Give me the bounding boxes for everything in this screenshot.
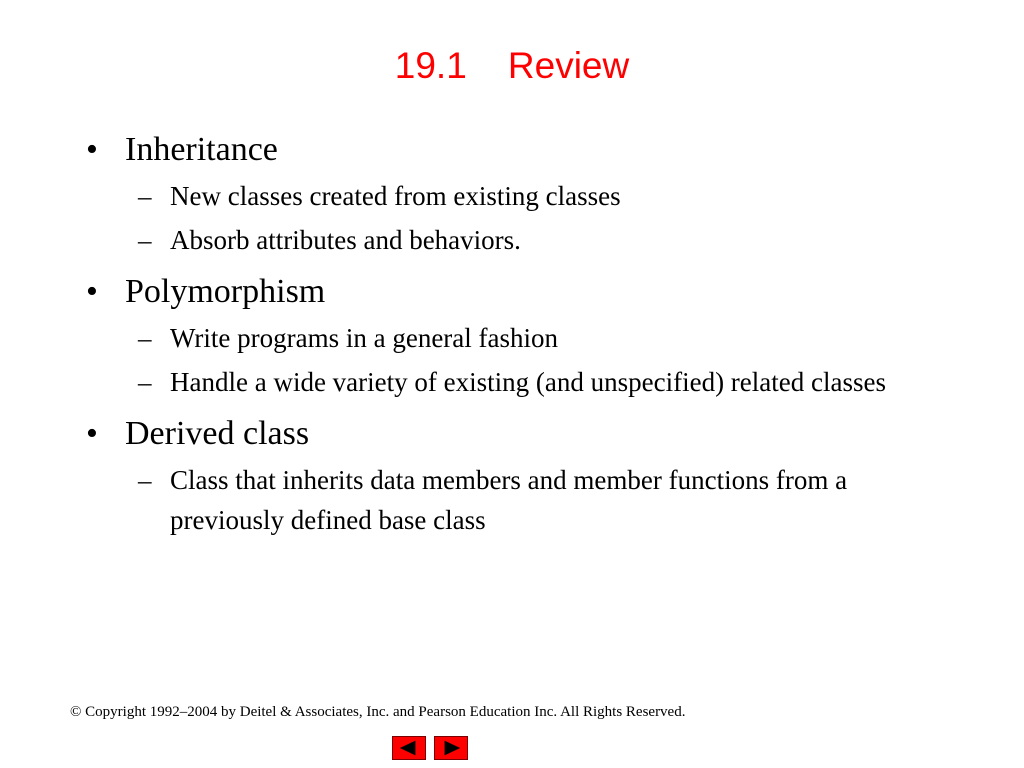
sub-bullet — [82, 220, 962, 260]
sub-bullet — [82, 362, 962, 402]
sub-bullet-marker: – — [138, 225, 152, 255]
sub-bullet-text: Handle a wide variety of existing (and unspecified) related classes — [170, 367, 886, 397]
bullet-derived-class — [82, 412, 962, 456]
slide-title: 19.1 Review — [394, 45, 630, 86]
sub-bullet-marker: – — [138, 465, 152, 495]
bullet-marker: • — [86, 131, 98, 168]
slide-content — [82, 128, 962, 540]
sub-bullet-marker: – — [138, 323, 152, 353]
sub-bullet-marker: – — [138, 181, 152, 211]
right-arrow-icon — [435, 737, 467, 759]
copyright-footer: © Copyright 1992–2004 by Deitel & Associates, Inc. and Pearson Education Inc. All Rights Reserved. — [70, 704, 686, 720]
sub-bullet-text: Class that inherits data members and member functions from a previously defined base class — [170, 465, 848, 535]
sub-bullet-marker: – — [138, 367, 152, 397]
bullet-text: Derived class — [125, 415, 310, 452]
bullet-inheritance — [82, 128, 962, 172]
left-arrow-icon — [393, 737, 425, 759]
bullet-text: Polymorphism — [125, 273, 326, 310]
sub-bullet-text: New classes created from existing classes — [170, 181, 621, 211]
bullet-polymorphism — [82, 270, 962, 314]
sub-bullet-text: Absorb attributes and behaviors. — [170, 225, 521, 255]
sub-bullet — [82, 318, 962, 358]
bullet-text: Inheritance — [125, 131, 278, 168]
sub-bullet — [82, 460, 962, 540]
next-slide-button[interactable] — [434, 736, 468, 760]
sub-bullet-text: Write programs in a general fashion — [170, 323, 559, 353]
bullet-marker: • — [86, 273, 98, 310]
previous-slide-button[interactable] — [392, 736, 426, 760]
bullet-marker: • — [86, 415, 98, 452]
sub-bullet — [82, 176, 962, 216]
